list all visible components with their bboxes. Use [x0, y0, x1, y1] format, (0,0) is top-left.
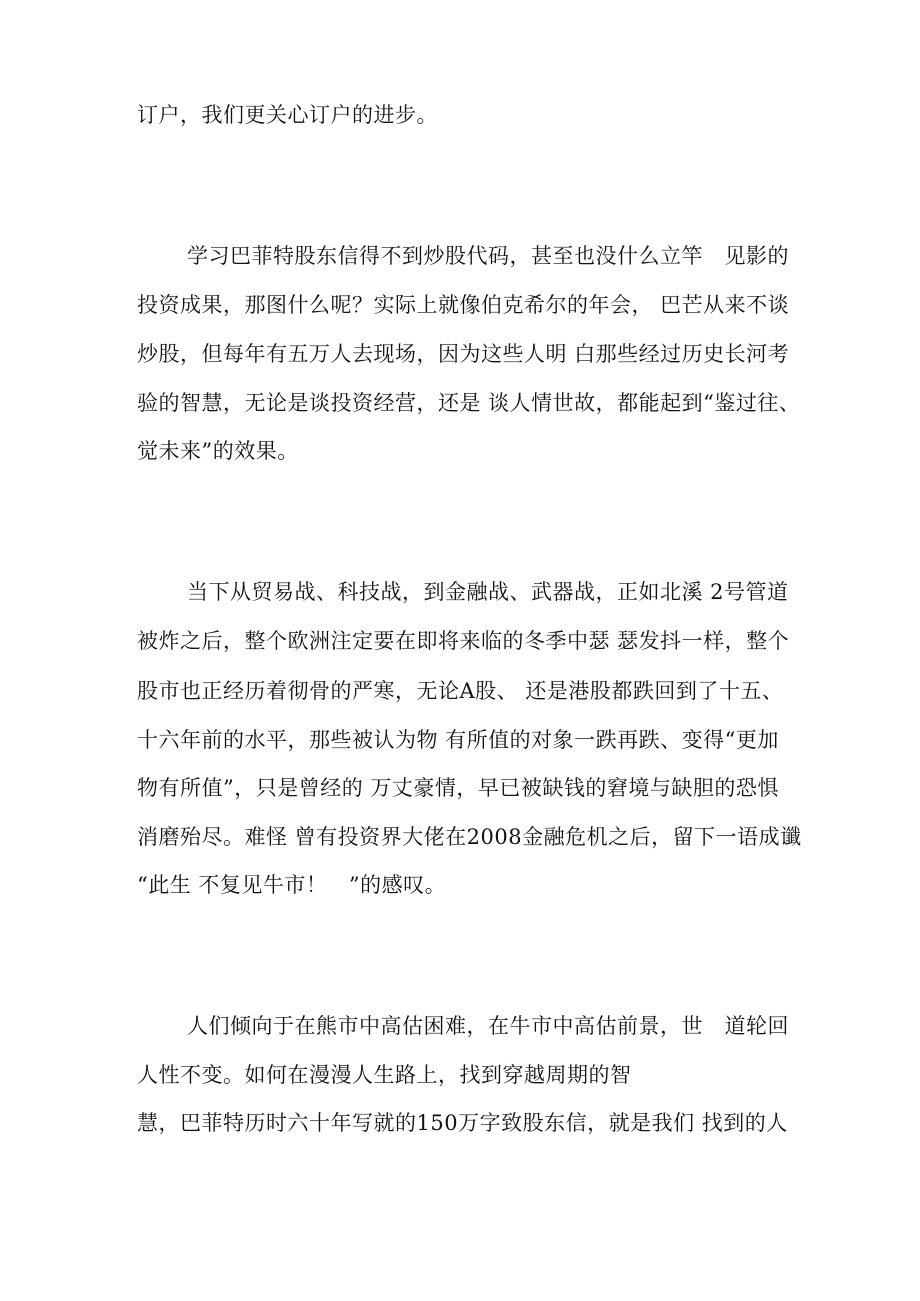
text-line: 验的智慧，无论是谈投资经营，还是 谈人情世故，都能起到“鉴过往、	[137, 391, 801, 415]
text-line: 人性不变。如何在漫漫人生路上，找到穿越周期的智	[137, 1063, 632, 1087]
text-line: 觉未来”的效果。	[137, 439, 299, 463]
text-line: 物有所值”，只是曾经的 万丈豪情，早已被缺钱的窘境与缺胆的恐惧	[137, 776, 779, 800]
text-line: 订户，我们更关心订户的进步。	[137, 103, 438, 127]
text-line: 十六年前的水平，那些被认为物 有所值的对象一跌再跌、变得“更加	[137, 728, 779, 752]
text-line: 股市也正经历着彻骨的严寒，无论A股、 还是港股都跌回到了十五、	[137, 679, 784, 703]
text-line: 慧，巴菲特历时六十年写就的150万字致股东信，就是我们 找到的人	[137, 1111, 788, 1135]
text-line: 炒股，但每年有五万人去现场，因为这些人明 白那些经过历史长河考	[137, 342, 790, 366]
text-line: 被炸之后，整个欧洲注定要在即将来临的冬季中瑟 瑟发抖一样，整个	[137, 629, 790, 653]
text-line: 学习巴菲特股东信得不到炒股代码，甚至也没什么立竿 见影的	[187, 244, 789, 268]
text-line: “此生 不复见牛市！ ”的感叹。	[137, 873, 447, 897]
text-line: 人们倾向于在熊市中高估困难，在牛市中高估前景，世 道轮回	[187, 1014, 789, 1038]
text-line: 投资成果，那图什么呢？实际上就像伯克希尔的年会， 巴芒从来不谈	[137, 293, 790, 317]
text-line: 消磨殆尽。难怪 曾有投资界大佬在2008金融危机之后，留下一语成谶	[137, 825, 802, 849]
text-line: 当下从贸易战、科技战，到金融战、武器战，正如北溪 2号管道	[187, 580, 789, 604]
